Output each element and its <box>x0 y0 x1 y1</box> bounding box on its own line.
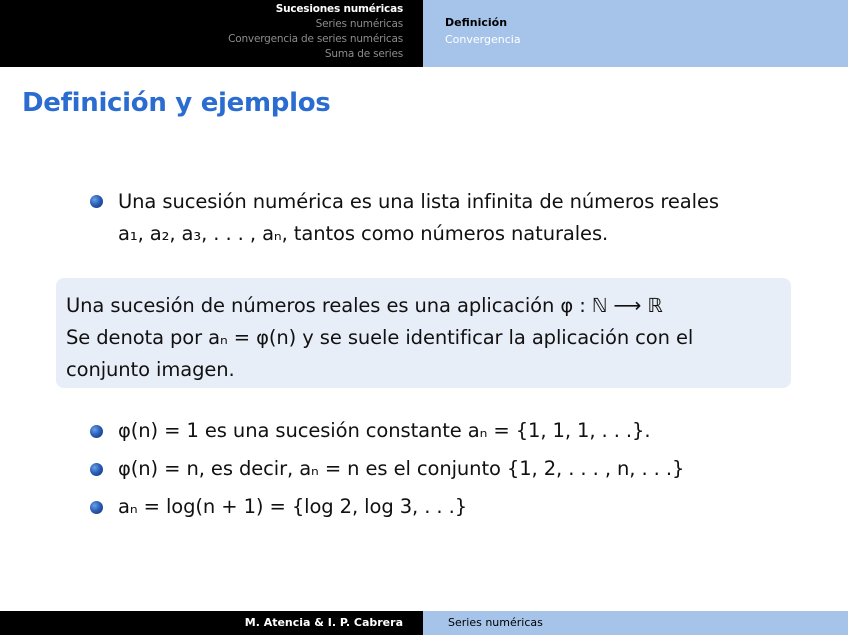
footer-authors: M. Atencia & I. P. Cabrera <box>0 611 423 635</box>
nav-section-sucesiones[interactable]: Sucesiones numéricas <box>275 3 403 15</box>
nav-section-series[interactable]: Series numéricas <box>315 18 403 30</box>
bullet-ball-icon <box>90 195 103 208</box>
definition-line-2: Se denota por aₙ = φ(n) y se suele identificar la aplicación con el <box>66 326 694 349</box>
footline-bar <box>0 611 848 635</box>
bullet-ball-icon <box>90 501 103 514</box>
bullet-ball-icon <box>90 463 103 476</box>
headline-bar <box>0 0 848 67</box>
definition-line-1: Una sucesión de números reales es una aplicación φ : ℕ ⟶ ℝ <box>66 294 663 317</box>
footer-short-title: Series numéricas <box>423 611 848 635</box>
nav-subsection-convergencia[interactable]: Convergencia <box>445 33 521 46</box>
definition-block <box>56 278 791 388</box>
example-text: aₙ = log(n + 1) = {log 2, log 3, . . .} <box>118 495 467 518</box>
section-navigation <box>0 0 423 67</box>
bullet-ball-icon <box>90 425 103 438</box>
definition-line-3: conjunto imagen. <box>66 358 235 381</box>
nav-section-suma[interactable]: Suma de series <box>324 48 403 60</box>
intro-line-2: a₁, a₂, a₃, . . . , aₙ, tantos como números naturales. <box>118 222 609 245</box>
nav-section-convergencia[interactable]: Convergencia de series numéricas <box>228 33 403 45</box>
subsection-navigation <box>423 0 848 67</box>
example-text: φ(n) = 1 es una sucesión constante aₙ = {1, 1, 1, . . .}. <box>118 419 651 442</box>
intro-line-1: Una sucesión numérica es una lista infinita de números reales <box>118 190 719 213</box>
frame-title: Definición y ejemplos <box>22 88 331 118</box>
example-text: φ(n) = n, es decir, aₙ = n es el conjunto {1, 2, . . . , n, . . .} <box>118 457 685 480</box>
nav-subsection-definicion[interactable]: Definición <box>445 16 508 29</box>
